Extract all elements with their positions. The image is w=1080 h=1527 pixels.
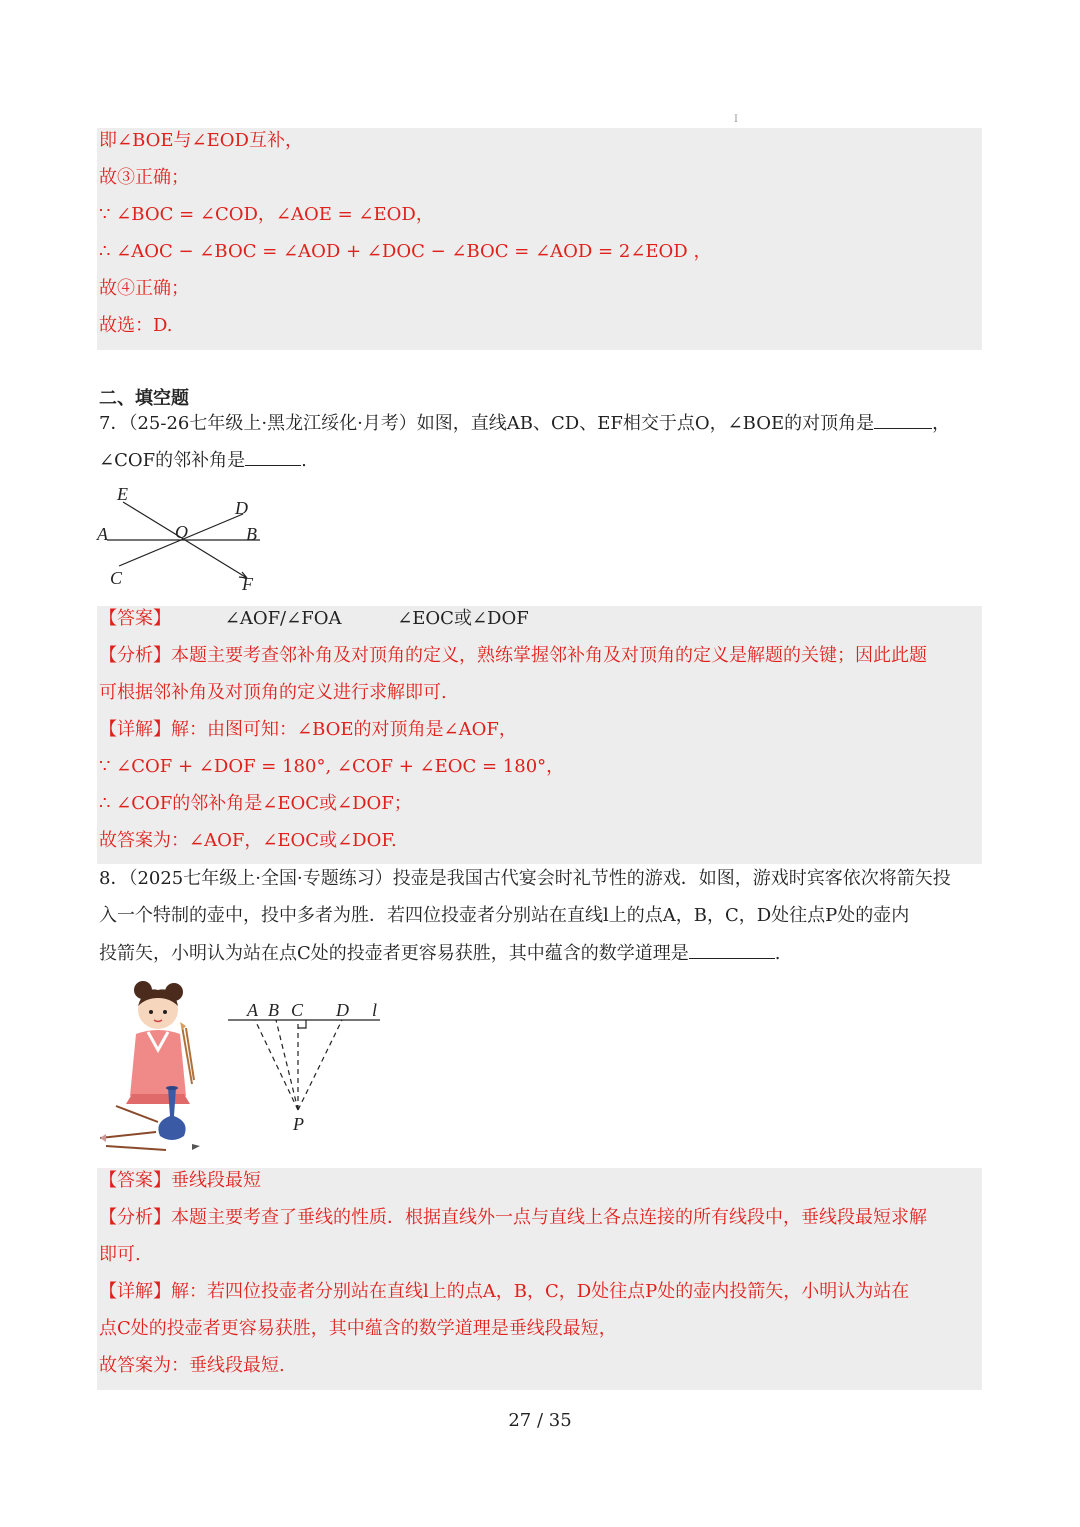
q8-figure-perpendicular [220,994,400,1136]
segment-PB [276,1020,298,1110]
segment-PA [255,1020,298,1110]
q8-detail-line-1 [99,1279,909,1305]
q7-answer-1: ∠AOF/∠FOA [224,608,342,629]
q7-answer-line [99,606,529,632]
q8-blank [689,940,775,959]
q8-analysis-tag: 【分析】 [99,1207,171,1228]
q8-stem-end-3: . [774,943,781,964]
label-D: D [336,1000,349,1020]
label-B: B [246,524,257,544]
section-title: 二、填空题 [99,388,189,409]
sol6-line-5: 故④正确； [99,278,189,299]
q7-detail-line-4: 故答案为：∠AOF，∠EOC或∠DOF. [99,830,397,851]
sol6-line-4: ∴ ∠AOC − ∠BOC = ∠AOD + ∠DOC − ∠BOC = ∠AOD = 2∠EOD ， [99,241,712,262]
q7-detail-line-2: ∵ ∠COF + ∠DOF = 180°, ∠COF + ∠EOC = 180°， [99,756,565,777]
q7-detail-line-1 [99,717,517,743]
sol6-line-3: ∵ ∠BOC = ∠COD，∠AOE = ∠EOD， [99,204,434,225]
page-mark: I [734,114,738,125]
q7-analysis-line-1 [99,643,927,669]
q8-analysis-line-1 [99,1205,927,1231]
q8-detail-text-1: 解：若四位投壶者分别站在直线l上的点A，B，C，D处往点P处的壶内投箭矢，小明认为站在 [171,1281,910,1302]
q7-stem-text-1: 7．（25-26七年级上·黑龙江绥化·月考）如图，直线AB、CD、EF相交于点O，∠BOE的对顶角是 [99,413,875,434]
label-C: C [291,1000,304,1020]
label-F: F [242,574,253,594]
q7-answer-2: ∠EOC或∠DOF [397,608,529,629]
label-E: E [117,484,128,504]
q8-answer-line [99,1168,261,1194]
page-number: 27 / 35 [508,1410,572,1431]
q8-stem-line-3 [99,940,781,967]
q7-analysis-line-2: 可根据邻补角及对顶角的定义进行求解即可. [99,682,447,703]
label-l: l [372,1000,378,1020]
q8-analysis-text-1: 本题主要考查了垂线的性质．根据直线外一点与直线上各点连接的所有线段中，垂线段最短求解 [171,1207,927,1228]
q7-analysis-tag: 【分析】 [99,645,171,666]
q7-detail-tag: 【详解】 [99,719,171,740]
q8-stem-line-2: 入一个特制的壶中，投中多者为胜．若四位投壶者分别站在直线l上的点A，B，C，D处往点P处的壶内 [99,905,910,926]
q8-detail-line-3: 故答案为：垂线段最短. [99,1355,285,1376]
q8-detail-line-2: 点C处的投壶者更容易获胜，其中蕴含的数学道理是垂线段最短， [99,1318,617,1339]
sol6-line-6: 故选：D. [99,315,173,336]
right-angle-mark [298,1020,306,1028]
q7-stem-text-2: ∠COF的邻补角是 [99,450,246,471]
q8-detail-tag: 【详解】 [99,1281,171,1302]
q7-detail-text-1: 解：由图可知：∠BOE的对顶角是∠AOF， [171,719,517,740]
q8-stem-text-3: 投箭矢，小明认为站在点C处的投壶者更容易获胜，其中蕴含的数学道理是 [99,943,689,964]
segment-PD [298,1020,342,1110]
label-C: C [110,568,123,588]
label-P: P [293,1114,304,1134]
q7-figure-intersecting-lines [95,480,270,595]
q8-answer-tag: 【答案】 [99,1170,171,1191]
q7-stem-line-2 [99,447,307,474]
q7-blank-1 [874,410,932,429]
q7-answer-tag: 【答案】 [99,608,171,629]
q7-detail-line-3: ∴ ∠COF的邻补角是∠EOC或∠DOF； [99,793,412,814]
label-A: A [97,524,108,544]
label-A: A [247,1000,258,1020]
q8-analysis-line-2: 即可. [99,1244,141,1265]
label-O: O [175,522,188,542]
q7-stem-line-1 [99,410,950,437]
q7-analysis-text-1: 本题主要考查邻补角及对顶角的定义，熟练掌握邻补角及对顶角的定义是解题的关键；因此此题 [171,645,927,666]
sol6-line-2: 故③正确； [99,167,189,188]
sol6-line-1: 即∠BOE与∠EOD互补， [99,130,303,151]
q7-blank-2 [245,447,301,466]
girl-with-pot-illustration [96,976,206,1156]
label-D: D [235,498,248,518]
label-B: B [268,1000,279,1020]
q8-stem-line-1: 8．（2025七年级上·全国·专题练习）投壶是我国古代宴会时礼节性的游戏．如图，游戏时宾客依次将箭矢投 [99,868,951,889]
q7-stem-end-2: . [301,450,307,471]
q7-stem-end-1: ， [932,413,951,434]
q8-answer: 垂线段最短 [171,1170,261,1191]
